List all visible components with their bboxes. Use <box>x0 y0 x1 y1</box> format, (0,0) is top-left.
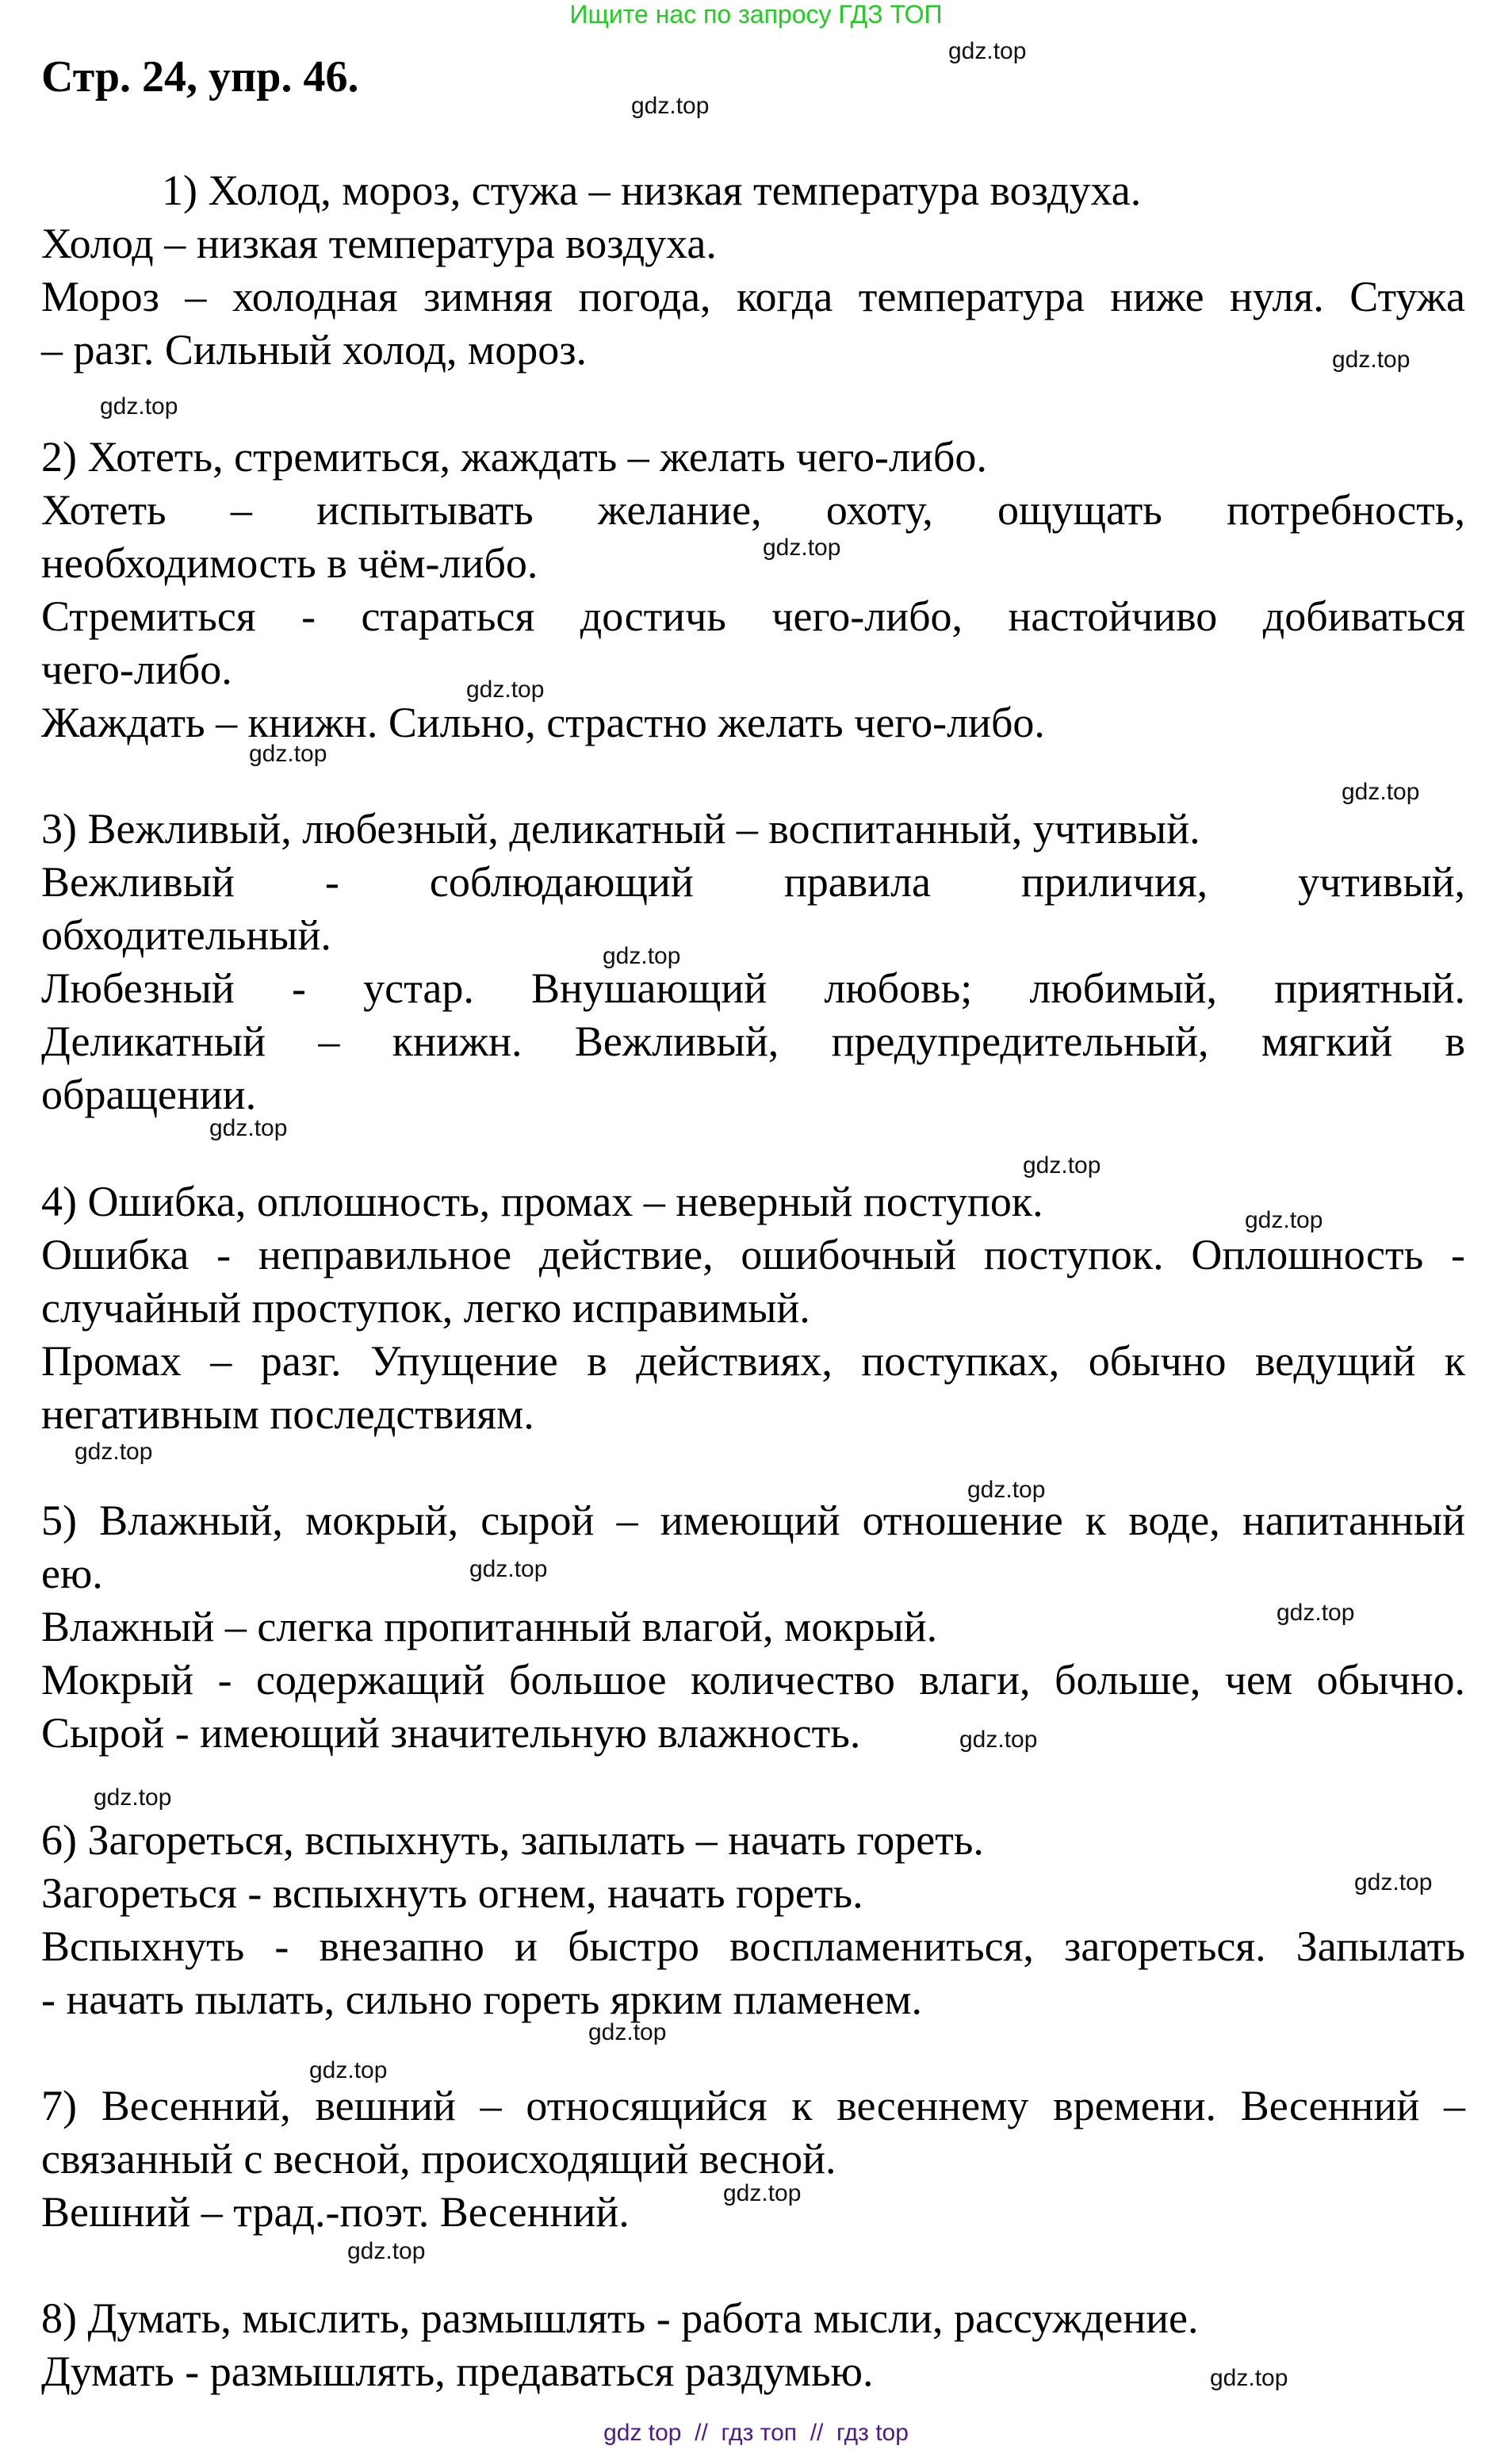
text-line: Вспыхнуть - внезапно и быстро воспламениться, загореться. Запылать <box>41 1922 1465 1970</box>
watermark: gdz.top <box>100 393 178 420</box>
text-line: 6) Загореться, вспыхнуть, запылать – начать гореть. <box>41 1816 984 1864</box>
text-line: Вежливый - соблюдающий правила приличия, учтивый, <box>41 858 1465 906</box>
text-line: 4) Ошибка, оплошность, промах – неверный поступок. <box>41 1178 1043 1225</box>
watermark: gdz.top <box>631 93 710 119</box>
watermark: gdz.top <box>1210 2365 1288 2391</box>
text-line: обходительный. <box>41 911 331 959</box>
text-line: - начать пылать, сильно гореть ярким пламенем. <box>41 1976 923 2023</box>
text-line: 5) Влажный, мокрый, сырой – имеющий отношение к воде, напитанный <box>41 1497 1465 1544</box>
text-line: 2) Хотеть, стремиться, жаждать – желать чего-либо. <box>41 433 987 481</box>
watermark: gdz.top <box>967 1477 1046 1503</box>
watermark: gdz.top <box>347 2238 426 2264</box>
text-line: Сырой - имеющий значительную влажность. <box>41 1709 861 1757</box>
watermark: gdz.top <box>209 1115 288 1141</box>
text-line: Влажный – слегка пропитанный влагой, мокрый. <box>41 1603 938 1650</box>
text-line: Хотеть – испытывать желание, охоту, ощущать потребность, <box>41 486 1465 534</box>
watermark: gdz.top <box>1245 1207 1323 1233</box>
text-line: Вешний – трад.-поэт. Весенний. <box>41 2188 630 2236</box>
text-line: негативным последствиям. <box>41 1390 534 1438</box>
text-line: Любезный - устар. Внушающий любовь; любимый, приятный. <box>41 964 1465 1012</box>
watermark: gdz.top <box>1342 779 1420 805</box>
watermark: gdz.top <box>94 1784 172 1811</box>
watermark: gdz.top <box>75 1439 153 1465</box>
text-line: Думать - размышлять, предаваться раздумью. <box>41 2348 874 2395</box>
watermark: gdz.top <box>948 38 1027 64</box>
text-line: 8) Думать, мыслить, размышлять - работа мысли, рассуждение. <box>41 2294 1199 2342</box>
watermark: gdz.top <box>1354 1869 1433 1895</box>
watermark: gdz.top <box>1023 1152 1101 1179</box>
text-line: чего-либо. <box>41 646 232 693</box>
text-line: Загореться - вспыхнуть огнем, начать гореть. <box>41 1869 863 1917</box>
page-title: Стр. 24, упр. 46. <box>41 52 359 102</box>
text-line: необходимость в чём-либо. <box>41 539 538 587</box>
text-line: Стремиться - стараться достичь чего-либо, настойчиво добиваться <box>41 592 1465 640</box>
footer-links: gdz top // гдз топ // гдз top <box>603 2420 909 2446</box>
text-line: Промах – разг. Упущение в действиях, поступках, обычно ведущий к <box>41 1337 1465 1385</box>
text-line: случайный проступок, легко исправимый. <box>41 1284 810 1332</box>
watermark: gdz.top <box>1332 347 1411 373</box>
text-line: Мороз – холодная зимняя погода, когда температура ниже нуля. Стужа <box>41 273 1465 320</box>
text-line: связанный с весной, происходящий весной. <box>41 2135 836 2183</box>
watermark: gdz.top <box>1277 1600 1355 1626</box>
watermark: gdz.top <box>763 535 841 561</box>
text-line: Жаждать – книжн. Сильно, страстно желать чего-либо. <box>41 699 1045 746</box>
text-line: Мокрый - содержащий большое количество влаги, больше, чем обычно. <box>41 1656 1465 1704</box>
text-line: 7) Весенний, вешний – относящийся к весеннему времени. Весенний – <box>41 2082 1465 2129</box>
watermark: gdz.top <box>249 741 327 767</box>
watermark: gdz.top <box>723 2180 802 2206</box>
text-line: Холод – низкая температура воздуха. <box>41 220 717 267</box>
watermark: gdz.top <box>588 2019 667 2045</box>
text-line: Деликатный – книжн. Вежливый, предупредительный, мягкий в <box>41 1018 1465 1065</box>
watermark: gdz.top <box>466 676 545 703</box>
text-line: 1) Холод, мороз, стужа – низкая температура воздуха. <box>162 167 1142 214</box>
search-banner: Ищите нас по запросу ГДЗ ТОП <box>569 0 943 29</box>
watermark: gdz.top <box>959 1727 1038 1753</box>
watermark: gdz.top <box>309 2057 388 2083</box>
watermark: gdz.top <box>603 943 681 969</box>
text-line: 3) Вежливый, любезный, деликатный – воспитанный, учтивый. <box>41 805 1200 853</box>
text-line: – разг. Сильный холод, мороз. <box>41 326 588 374</box>
text-line: ею. <box>41 1550 103 1597</box>
text-line: Ошибка - неправильное действие, ошибочный поступок. Оплошность - <box>41 1231 1465 1278</box>
watermark: gdz.top <box>469 1556 548 1582</box>
text-line: обращении. <box>41 1071 257 1118</box>
